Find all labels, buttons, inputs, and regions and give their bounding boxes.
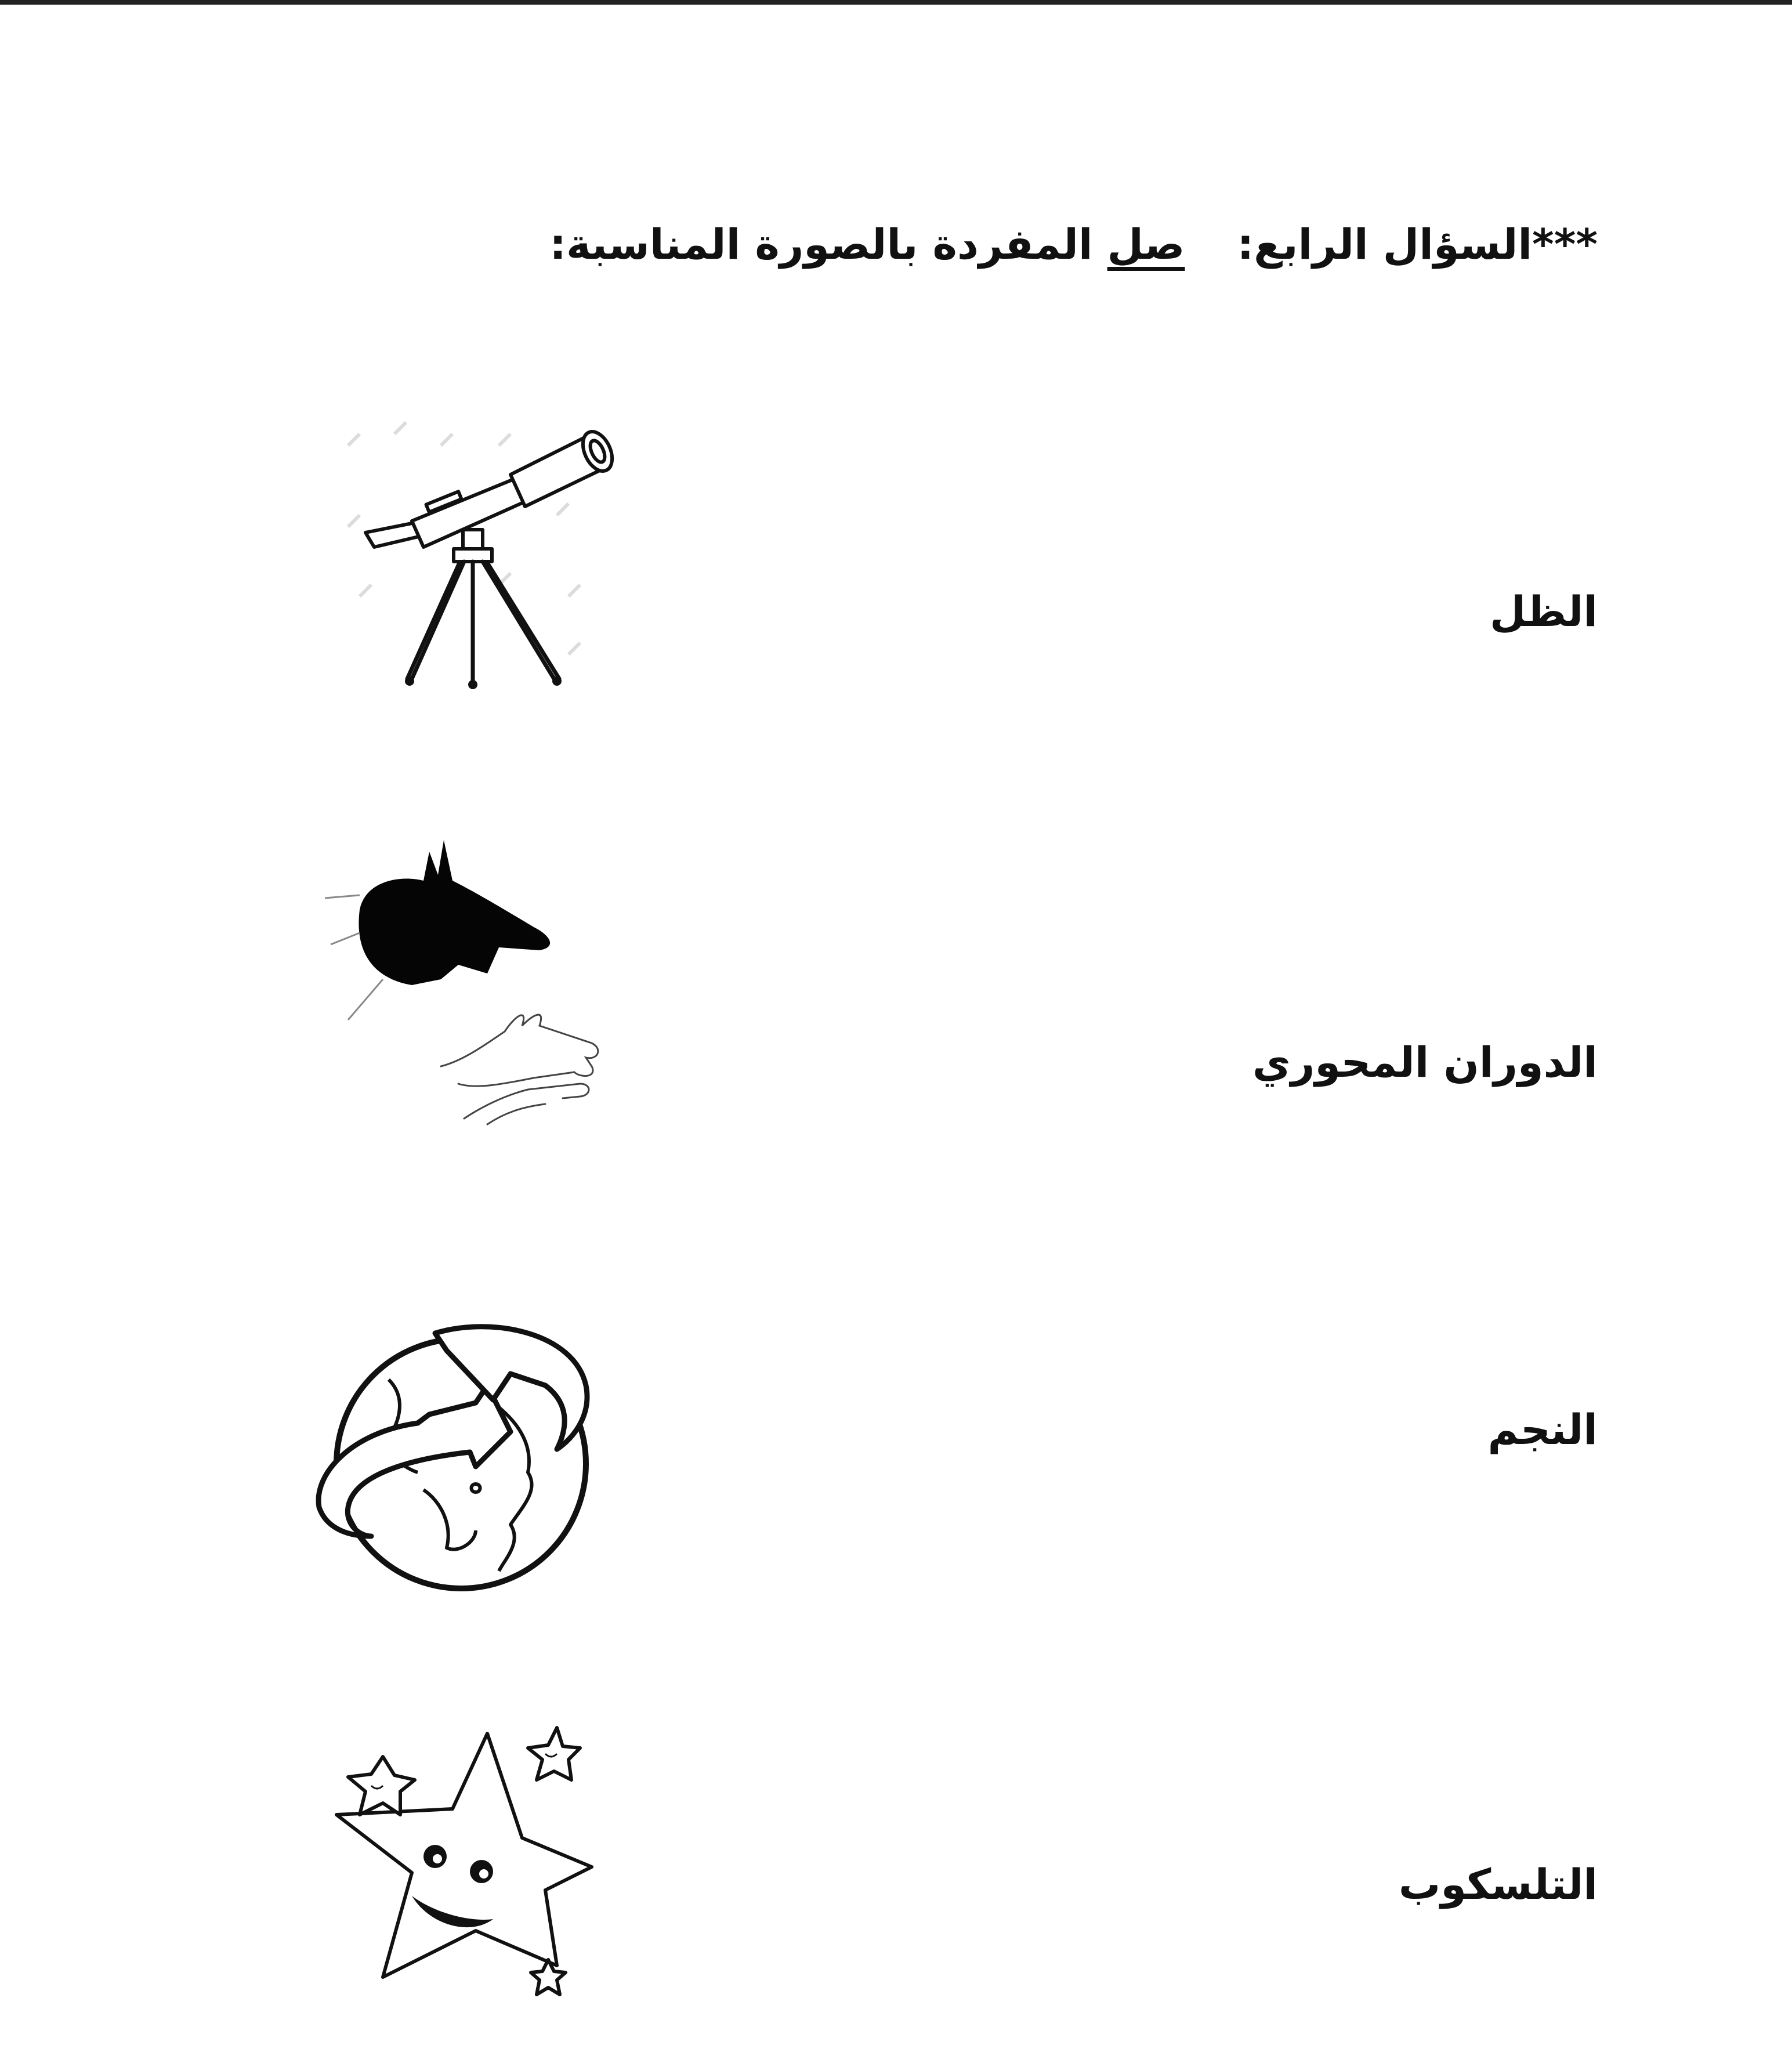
question-verb: صل (1107, 220, 1185, 269)
worksheet-page (0, 5, 1792, 2063)
word-shadow[interactable]: الظل (1489, 587, 1598, 636)
telescope-icon[interactable] (325, 411, 638, 689)
smiling-star-icon[interactable] (313, 1722, 615, 2024)
question-heading (549, 219, 1598, 269)
word-star[interactable]: النجم (1487, 1405, 1598, 1454)
word-telescope[interactable]: التلسكوب (1398, 1860, 1598, 1909)
word-axial-rotation[interactable]: الدوران المحوري (1252, 1038, 1598, 1087)
question-label: ***السؤال الرابع: (1237, 220, 1598, 269)
hand-shadow-icon[interactable] (313, 840, 638, 1142)
top-border (0, 0, 1792, 5)
rotating-earth-icon[interactable] (302, 1298, 627, 1600)
question-instruction: المفردة بالصورة المناسبة: (549, 220, 1093, 269)
